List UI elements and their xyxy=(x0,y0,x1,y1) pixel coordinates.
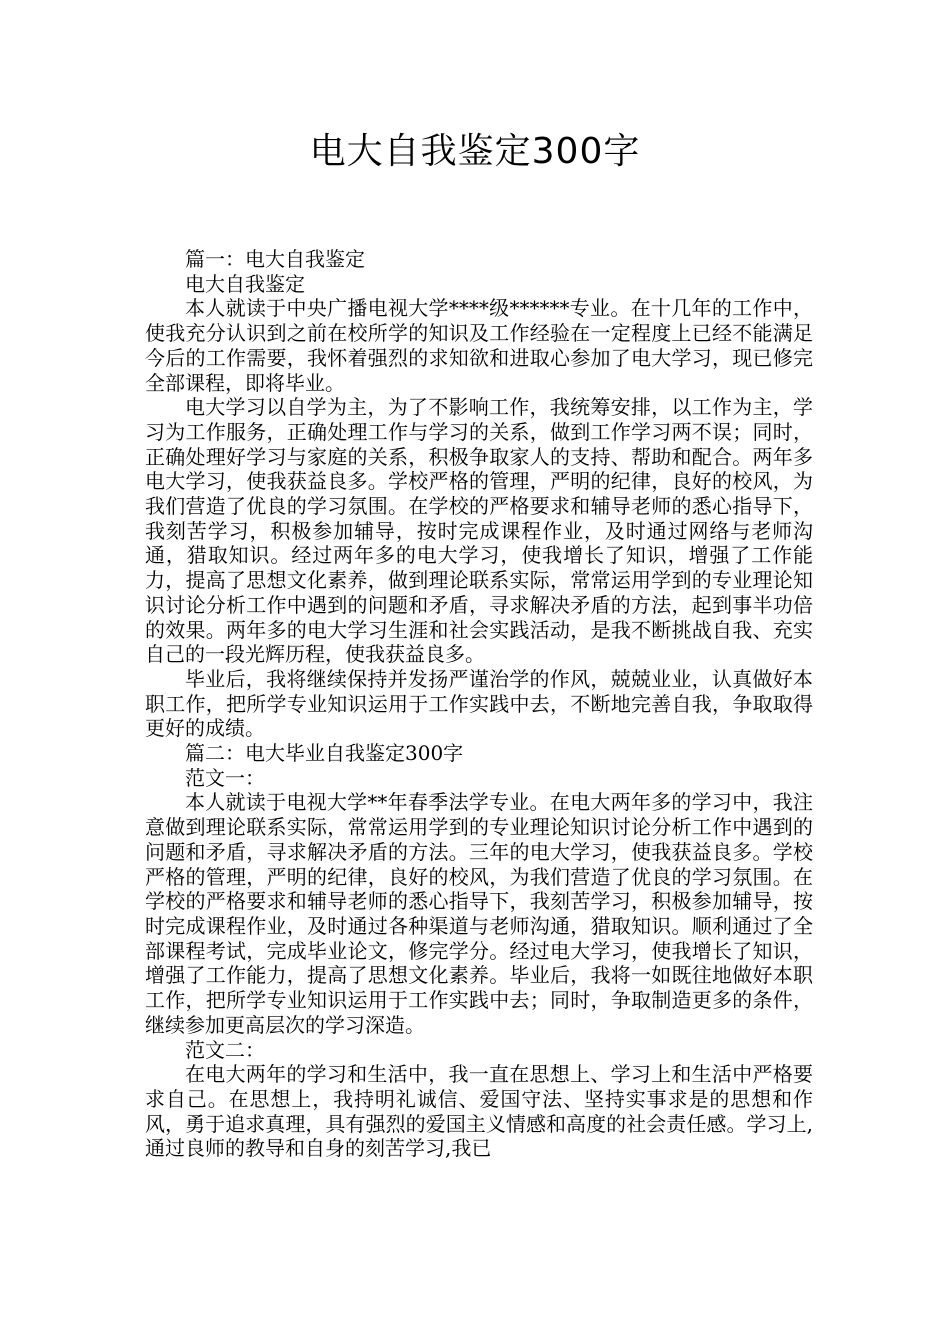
section-heading: 篇二：电大毕业自我鉴定300字 xyxy=(185,741,464,766)
paragraph: 本人就读于电视大学**年春季法学专业。在电大两年多的学习中，我注意做到理论联系实际，常常运用学到的专业理论知识讨论分析工作中遇到的问题和矛盾，寻求解决矛盾的方法。三年的电大学习，使我获益良多。学校严格的管理，严明的纪律，良好的校风，为我们营造了优良的学习氛围。在学校的严格要求和辅导老师的悉心指导下，我刻苦学习，积极参加辅导，按时完成课程作业，及时通过各种渠道与老师沟通，猎取知识。顺利通过了全部课程考试，完成毕业论文，修完学分。经过电大学习，使我增长了知识，增强了工作能力，提高了思想文化素养。毕业后，我将一如既往地做好本职工作，把所学专业知识运用于工作实践中去；同时，争取制造更多的条件，继续参加更高层次的学习深造。 xyxy=(145,790,813,1037)
subheading: 电大自我鉴定 xyxy=(185,271,305,296)
subheading: 范文二： xyxy=(185,1037,265,1062)
paragraph: 在电大两年的学习和生活中，我一直在思想上、学习上和生活中严格要求自己。在思想上，我持明礼诚信、爱国守法、坚持实事求是的思想和作风，勇于追求真理，具有强烈的爱国主义情感和高度的社会责任感。学习上,通过良师的教导和自身的刻苦学习,我已 xyxy=(145,1062,813,1161)
document-title: 电大自我鉴定300字 xyxy=(309,131,641,172)
document-body xyxy=(145,247,813,1161)
paragraph: 本人就读于中央广播电视大学****级******专业。在十几年的工作中，使我充分认识到之前在校所学的知识及工作经验在一定程度上已经不能满足今后的工作需要，我怀着强烈的求知欲和进取心参加了电大学习，现已修完全部课程，即将毕业。 xyxy=(145,296,813,395)
paragraph: 毕业后，我将继续保持并发扬严谨治学的作风，兢兢业业，认真做好本职工作，把所学专业知识运用于工作实践中去，不断地完善自我，争取取得更好的成绩。 xyxy=(145,666,813,741)
subheading: 范文一： xyxy=(185,765,265,790)
section-heading: 篇一：电大自我鉴定 xyxy=(185,247,365,271)
paragraph: 电大学习以自学为主，为了不影响工作，我统筹安排，以工作为主，学习为工作服务，正确处理工作与学习的关系，做到工作学习两不误；同时，正确处理好学习与家庭的关系，积极争取家人的支持、帮助和配合。两年多电大学习，使我获益良多。学校严格的管理，严明的纪律，良好的校风，为我们营造了优良的学习氛围。在学校的严格要求和辅导老师的悉心指导下，我刻苦学习，积极参加辅导，按时完成课程作业，及时通过网络与老师沟通，猎取知识。经过两年多的电大学习，使我增长了知识，增强了工作能力，提高了思想文化素养，做到理论联系实际，常常运用学到的专业理论知识讨论分析工作中遇到的问题和矛盾，寻求解决矛盾的方法，起到事半功倍的效果。两年多的电大学习生涯和社会实践活动，是我不断挑战自我、充实自己的一段光辉历程，使我获益良多。 xyxy=(145,395,813,667)
